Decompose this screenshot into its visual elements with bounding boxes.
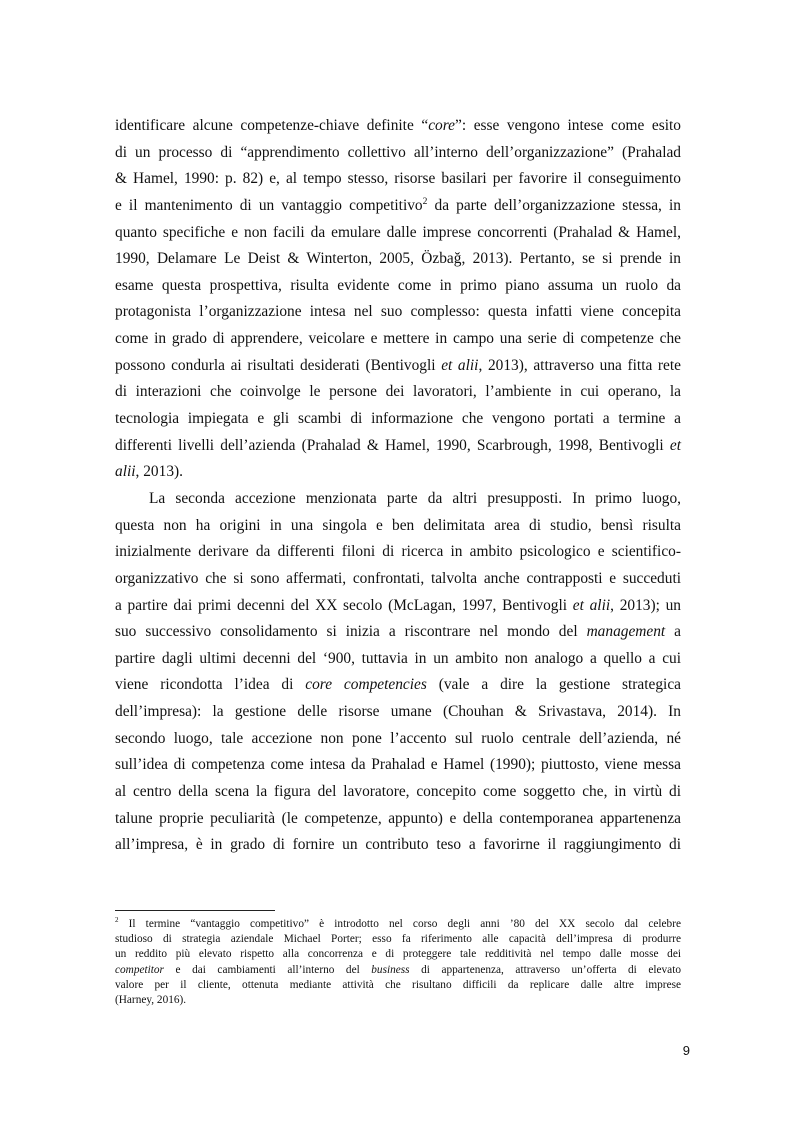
body-line [115, 193, 681, 220]
body-line [115, 326, 681, 353]
body-line [115, 619, 681, 646]
text-run: management [586, 623, 666, 641]
footnote-line [115, 978, 681, 993]
body-line [115, 832, 681, 859]
body-line [115, 246, 681, 273]
footnote-line [115, 917, 681, 932]
text-run: organizzativo che si sono affermati, confrontati, talvolta anche contrapposti e succeduti [115, 569, 681, 587]
body-line [115, 646, 681, 673]
text-run: valore per il cliente, ottenuta mediante attività che risultano difficili da replicare dalle altre imprese [115, 978, 681, 991]
text-run: un reddito più elevato rispetto alla concorrenza e di proteggere tale redditività nel tempo dalle mosse dei [115, 948, 681, 961]
body-line [115, 433, 681, 460]
body-line [115, 513, 681, 540]
text-run: core [428, 117, 455, 134]
text-run: 1990, Delamare Le Deist & Winterton, 2005, Özbağ, 2013). Pertanto, se si prende in [115, 250, 681, 268]
text-run: dell’impresa): la gestione delle risorse umane (Chouhan & Srivastava, 2014). In [115, 703, 681, 721]
footnote [115, 917, 681, 1008]
text-run: e dai cambiamenti all’interno del [163, 963, 372, 976]
text-run: secondo luogo, tale accezione non pone l’accento sul ruolo centrale dell’azienda, né [115, 729, 681, 747]
text-run: tecnologia impiegata e gli scambi di informazione che vengono portati a termine a [115, 410, 681, 428]
text-run: suo successivo consolidamento si inizia a riscontrare nel mondo del [115, 623, 587, 641]
text-run: di appartenenza, attraverso un’offerta di elevato [409, 963, 681, 976]
body-text [115, 113, 681, 859]
body-line [115, 220, 681, 247]
text-run: a [665, 623, 681, 641]
body-line [115, 459, 681, 486]
text-run: esame questa prospettiva, risulta evidente come in primo piano assuma un ruolo da [115, 276, 681, 294]
footnote-line [115, 932, 681, 947]
text-run: La seconda accezione menzionata parte da altri presupposti. In primo luogo, [149, 489, 681, 507]
text-run: alii [115, 463, 136, 481]
body-line [115, 166, 681, 193]
text-run: differenti livelli dell’azienda (Prahalad & Hamel, 1990, Scarbrough, 1998, Bentivogli [115, 436, 670, 454]
text-run: quanto specifiche e non facili da emulare dalle imprese concorrenti (Prahalad & Hamel, [115, 223, 681, 241]
text-run: da parte dell’organizzazione stessa, in [427, 196, 681, 214]
body-line [115, 752, 681, 779]
body-line [115, 672, 681, 699]
text-run: (Harney, 2016). [115, 993, 187, 1006]
body-line [115, 726, 681, 753]
text-run: questa non ha origini in una singola e ben delimitata area di studio, bensì risulta [115, 516, 681, 534]
body-line [115, 699, 681, 726]
text-run: talune proprie peculiarità (le competenze, appunto) e della contemporanea appartenenza [115, 809, 681, 827]
body-line [115, 539, 681, 566]
text-run: di interazioni che coinvolge le persone dei lavoratori, l’ambiente in cui operano, la [115, 383, 681, 401]
footnote-line [115, 963, 681, 978]
text-run: , 2013). [135, 463, 183, 481]
text-run: (vale a dire la gestione strategica [426, 676, 681, 694]
text-run: al centro della scena la figura del lavoratore, concepito come soggetto che, in virtù di [115, 783, 681, 801]
text-run: , 2013); un [610, 596, 681, 614]
text-run: sull’idea di competenza come intesa da Prahalad e Hamel (1990); piuttosto, viene messa [115, 756, 681, 774]
text-run: di un processo di “apprendimento collettivo all’interno dell’organizzazione” (Prahalad [115, 143, 681, 161]
body-line [115, 486, 681, 513]
footnote-line [115, 947, 681, 962]
body-line [115, 299, 681, 326]
body-line [115, 273, 681, 300]
footnote-separator [115, 910, 275, 911]
body-line [115, 379, 681, 406]
text-run: inizialmente derivare da differenti filoni di ricerca in ambito psicologico e scientifico- [115, 543, 681, 561]
text-run: studioso di strategia aziendale Michael Porter; esso fa riferimento alle capacità dell’impresa di produrre [115, 933, 681, 946]
page-number: 9 [682, 1043, 690, 1058]
text-run: et alii [572, 596, 611, 614]
body-line [115, 593, 681, 620]
text-run: protagonista l’organizzazione intesa nel suo complesso: questa infatti viene concepita [115, 303, 681, 321]
body-line [115, 806, 681, 833]
text-run: & Hamel, 1990: p. 82) e, al tempo stesso, risorse basilari per favorire il conseguimento [115, 170, 681, 188]
text-run: core competencies [305, 676, 427, 694]
text-run: a partire dai primi decenni del XX secolo (McLagan, 1997, Bentivogli [115, 596, 573, 614]
body-line [115, 779, 681, 806]
text-run: come in grado di apprendere, veicolare e mettere in campo una serie di competenze che [115, 330, 681, 348]
text-run: all’impresa, è in grado di fornire un contributo teso a favorirne il raggiungimento di [115, 836, 681, 854]
text-run: possono condurla ai risultati desiderati (Bentivogli [115, 356, 442, 374]
text-run: viene ricondotta l’idea di [115, 676, 306, 694]
body-line [115, 406, 681, 433]
text-run: identificare alcune competenze-chiave definite “ [115, 117, 429, 134]
body-line [115, 566, 681, 593]
text-run: Il termine “vantaggio competitivo” è introdotto nel corso degli anni ’80 del XX secolo dal celebre [118, 918, 681, 930]
body-line [115, 353, 681, 380]
body-line [115, 113, 681, 140]
text-run: et [669, 436, 681, 454]
text-run: , 2013), attraverso una fitta rete [478, 356, 681, 374]
text-run: competitor [115, 963, 164, 976]
footnote-ref: 2 [115, 916, 119, 925]
body-line [115, 140, 681, 167]
text-run: partire dagli ultimi decenni del ‘900, tuttavia in un ambito non analogo a quello a cui [115, 649, 681, 667]
text-run: e il mantenimento di un vantaggio competitivo [115, 196, 423, 214]
text-run: business [371, 963, 410, 976]
footnote-ref: 2 [422, 195, 428, 207]
footnote-line [115, 993, 681, 1008]
text-run: ”: esse vengono intese come esito [455, 117, 682, 134]
text-run: et alii [441, 356, 479, 374]
